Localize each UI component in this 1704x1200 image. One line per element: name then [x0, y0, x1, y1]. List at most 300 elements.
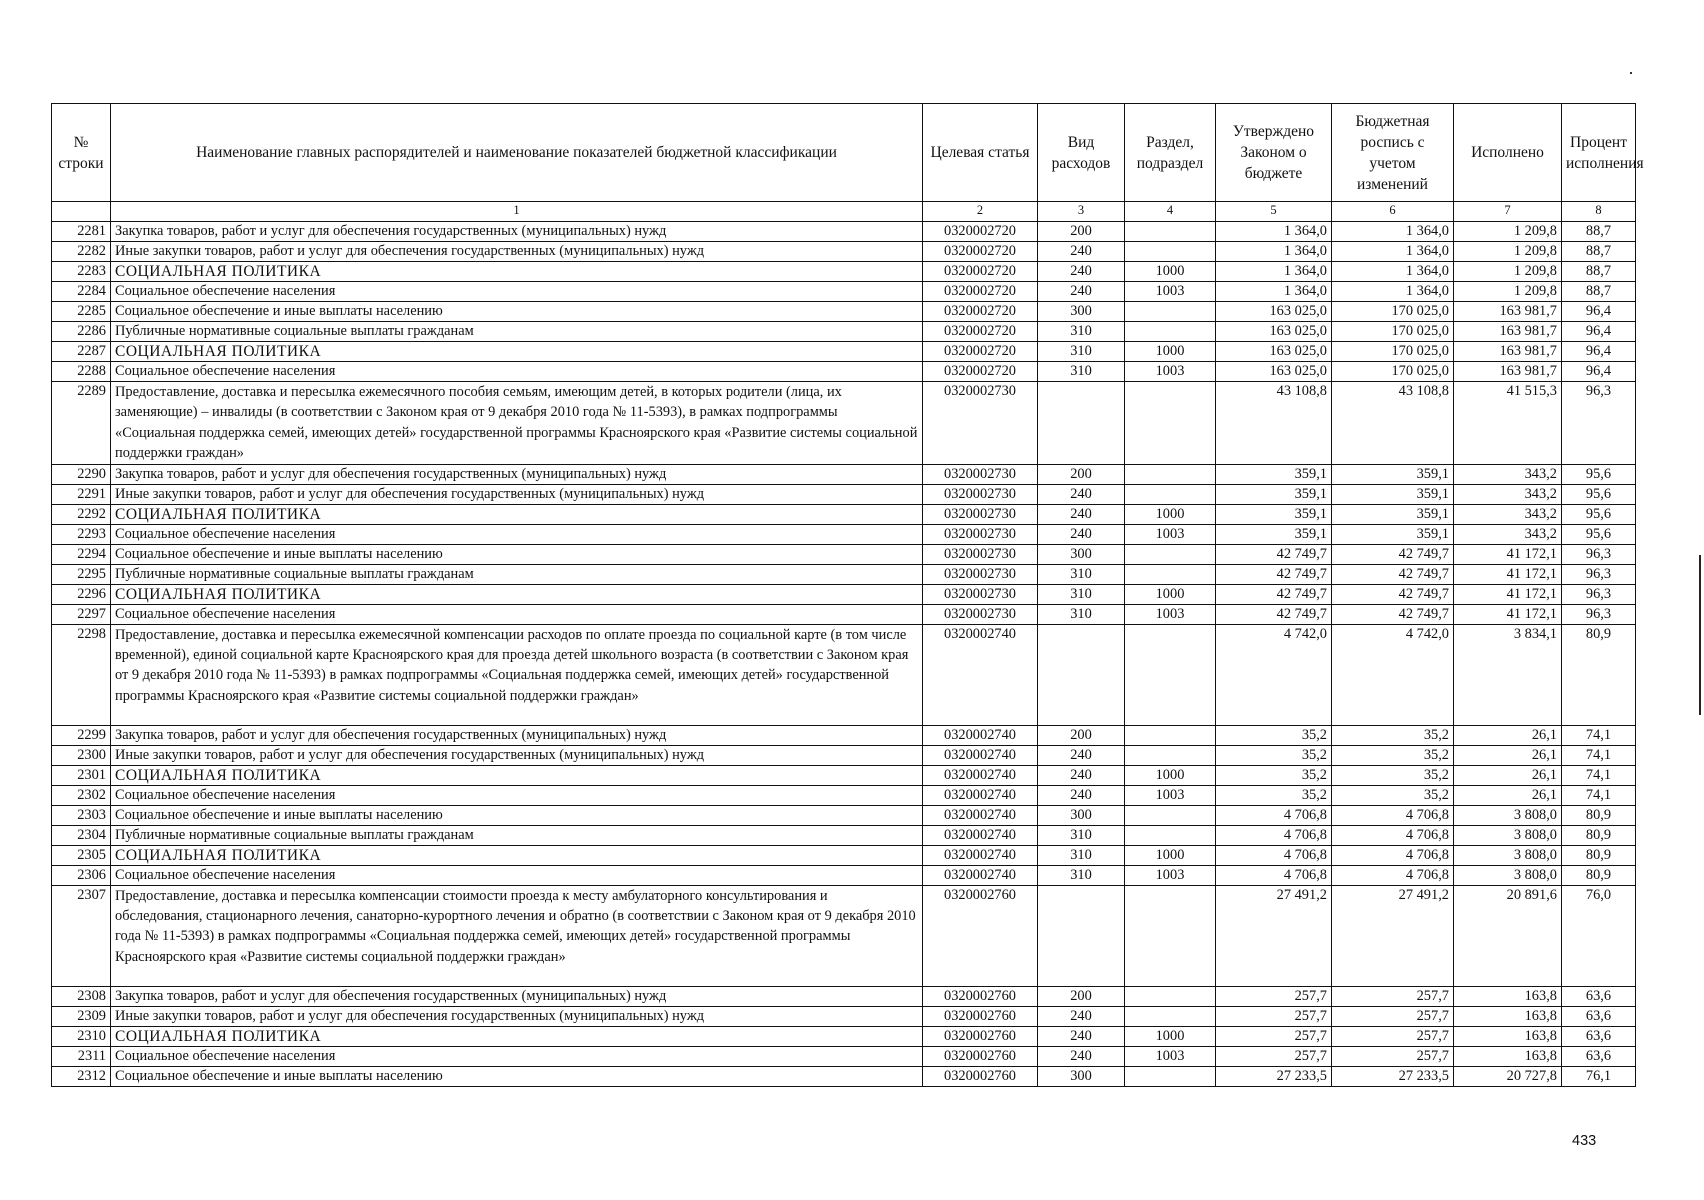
table-row: [52, 504, 1636, 524]
cell-name: Предоставление, доставка и пересылка ежемесячной компенсации расходов по оплате проезда по социальной карте (в том числе временной), единой социальной карте Красноярского края для проезда детей школьного возраста (в соответствии с Законом края от 9 декабря 2010 года № 11-5393) в рамках подпрограммы «Социальная поддержка семей, имеющих детей» государственной программы Красноярского края «Развитие системы социальной поддержки граждан»: [111, 624, 923, 725]
cell-executed: 3 808,0: [1454, 805, 1562, 825]
cell-row-number: 2281: [52, 222, 111, 242]
table-row: [52, 745, 1636, 765]
cell-executed: 3 808,0: [1454, 825, 1562, 845]
cell-percent: 88,7: [1562, 222, 1636, 242]
cell-expense-type: 240: [1038, 1006, 1125, 1026]
cell-name: Закупка товаров, работ и услуг для обеспечения государственных (муниципальных) нужд: [111, 222, 923, 242]
cell-approved: 4 706,8: [1216, 865, 1332, 885]
cell-approved: 27 491,2: [1216, 885, 1332, 986]
cell-executed: 26,1: [1454, 765, 1562, 785]
cell-executed: 3 834,1: [1454, 624, 1562, 725]
cell-row-number: 2296: [52, 584, 111, 604]
cell-percent: 96,3: [1562, 564, 1636, 584]
cell-expense-type: 310: [1038, 362, 1125, 382]
scan-speck: [1630, 72, 1632, 74]
cell-executed: 163,8: [1454, 1026, 1562, 1046]
cell-row-number: 2307: [52, 885, 111, 986]
cell-percent: 63,6: [1562, 1046, 1636, 1066]
cell-section: [1125, 745, 1216, 765]
cell-name: Закупка товаров, работ и услуг для обеспечения государственных (муниципальных) нужд: [111, 725, 923, 745]
cell-executed: 163,8: [1454, 986, 1562, 1006]
cell-section: [1125, 805, 1216, 825]
cell-approved: 1 364,0: [1216, 282, 1332, 302]
cell-executed: 1 209,8: [1454, 222, 1562, 242]
cell-expense-type: 240: [1038, 1046, 1125, 1066]
cell-name: Социальное обеспечение и иные выплаты населению: [111, 805, 923, 825]
cell-target-article: 0320002730: [923, 584, 1038, 604]
cell-executed: 3 808,0: [1454, 865, 1562, 885]
cell-budget-schedule: 1 364,0: [1332, 242, 1454, 262]
cell-row-number: 2290: [52, 464, 111, 484]
cell-percent: 80,9: [1562, 845, 1636, 865]
cell-row-number: 2285: [52, 302, 111, 322]
cell-section: 1003: [1125, 282, 1216, 302]
cell-executed: 26,1: [1454, 785, 1562, 805]
cell-executed: 343,2: [1454, 504, 1562, 524]
cell-percent: 80,9: [1562, 624, 1636, 725]
cell-approved: 43 108,8: [1216, 382, 1332, 465]
table-row: [52, 484, 1636, 504]
cell-row-number: 2291: [52, 484, 111, 504]
table-row: [52, 986, 1636, 1006]
cell-expense-type: 240: [1038, 282, 1125, 302]
cell-section: [1125, 242, 1216, 262]
cell-row-number: 2289: [52, 382, 111, 465]
cell-budget-schedule: 27 233,5: [1332, 1066, 1454, 1086]
table-row: [52, 805, 1636, 825]
table-row: [52, 382, 1636, 465]
table-row: [52, 1026, 1636, 1046]
cell-percent: 96,4: [1562, 302, 1636, 322]
cell-approved: 359,1: [1216, 504, 1332, 524]
table-row: [52, 362, 1636, 382]
cell-approved: 1 364,0: [1216, 222, 1332, 242]
cell-budget-schedule: 257,7: [1332, 1046, 1454, 1066]
column-number: 3: [1038, 202, 1125, 222]
cell-budget-schedule: 35,2: [1332, 785, 1454, 805]
cell-target-article: 0320002720: [923, 342, 1038, 362]
cell-expense-type: 310: [1038, 604, 1125, 624]
cell-budget-schedule: 4 706,8: [1332, 845, 1454, 865]
cell-name: СОЦИАЛЬНАЯ ПОЛИТИКА: [111, 262, 923, 282]
cell-name: Закупка товаров, работ и услуг для обеспечения государственных (муниципальных) нужд: [111, 464, 923, 484]
cell-target-article: 0320002730: [923, 564, 1038, 584]
cell-approved: 42 749,7: [1216, 544, 1332, 564]
cell-approved: 163 025,0: [1216, 302, 1332, 322]
cell-row-number: 2283: [52, 262, 111, 282]
header-percent: Процент исполнения: [1562, 104, 1636, 202]
table-row: [52, 222, 1636, 242]
cell-target-article: 0320002730: [923, 604, 1038, 624]
cell-executed: 163 981,7: [1454, 302, 1562, 322]
cell-row-number: 2287: [52, 342, 111, 362]
cell-section: 1000: [1125, 1026, 1216, 1046]
cell-expense-type: 310: [1038, 564, 1125, 584]
cell-section: [1125, 825, 1216, 845]
cell-name: Социальное обеспечение населения: [111, 282, 923, 302]
cell-executed: 20 891,6: [1454, 885, 1562, 986]
header-executed: Исполнено: [1454, 104, 1562, 202]
cell-row-number: 2310: [52, 1026, 111, 1046]
cell-row-number: 2282: [52, 242, 111, 262]
scan-edge-mark: [1699, 555, 1701, 715]
cell-row-number: 2311: [52, 1046, 111, 1066]
cell-name: Публичные нормативные социальные выплаты гражданам: [111, 825, 923, 845]
cell-target-article: 0320002720: [923, 242, 1038, 262]
cell-target-article: 0320002720: [923, 302, 1038, 322]
cell-name: СОЦИАЛЬНАЯ ПОЛИТИКА: [111, 845, 923, 865]
cell-executed: 41 172,1: [1454, 544, 1562, 564]
cell-section: 1003: [1125, 604, 1216, 624]
cell-target-article: 0320002760: [923, 986, 1038, 1006]
cell-name: Публичные нормативные социальные выплаты гражданам: [111, 322, 923, 342]
column-number: 6: [1332, 202, 1454, 222]
cell-target-article: 0320002740: [923, 865, 1038, 885]
cell-executed: 20 727,8: [1454, 1066, 1562, 1086]
cell-percent: 74,1: [1562, 765, 1636, 785]
cell-percent: 76,1: [1562, 1066, 1636, 1086]
cell-name: Иные закупки товаров, работ и услуг для обеспечения государственных (муниципальных) нужд: [111, 745, 923, 765]
cell-name: СОЦИАЛЬНАЯ ПОЛИТИКА: [111, 504, 923, 524]
cell-budget-schedule: 359,1: [1332, 464, 1454, 484]
cell-name: Социальное обеспечение населения: [111, 1046, 923, 1066]
cell-name: Предоставление, доставка и пересылка компенсации стоимости проезда к месту амбулаторного консультирования и обследования, стационарного лечения, санаторно-курортного лечения и обратно (в соответствии с Законом края от 9 декабря 2010 года № 11-5393) в рамках подпрограммы «Социальная поддержка семей, имеющих детей» государственной программы Красноярского края «Развитие системы социальной поддержки граждан»: [111, 885, 923, 986]
cell-row-number: 2286: [52, 322, 111, 342]
cell-approved: 257,7: [1216, 1026, 1332, 1046]
column-number: 7: [1454, 202, 1562, 222]
cell-section: [1125, 1066, 1216, 1086]
cell-expense-type: 240: [1038, 745, 1125, 765]
cell-row-number: 2288: [52, 362, 111, 382]
cell-section: 1003: [1125, 785, 1216, 805]
cell-target-article: 0320002720: [923, 282, 1038, 302]
cell-executed: 343,2: [1454, 484, 1562, 504]
cell-expense-type: 300: [1038, 1066, 1125, 1086]
cell-expense-type: 300: [1038, 302, 1125, 322]
cell-expense-type: 240: [1038, 1026, 1125, 1046]
header-budget-schedule: Бюджетная роспись с учетом изменений: [1332, 104, 1454, 202]
cell-executed: 343,2: [1454, 524, 1562, 544]
cell-target-article: 0320002740: [923, 805, 1038, 825]
cell-approved: 1 364,0: [1216, 262, 1332, 282]
cell-approved: 1 364,0: [1216, 242, 1332, 262]
cell-target-article: 0320002730: [923, 484, 1038, 504]
cell-percent: 96,4: [1562, 322, 1636, 342]
cell-percent: 74,1: [1562, 745, 1636, 765]
cell-budget-schedule: 257,7: [1332, 986, 1454, 1006]
cell-percent: 88,7: [1562, 242, 1636, 262]
cell-section: 1000: [1125, 584, 1216, 604]
cell-name: Социальное обеспечение населения: [111, 362, 923, 382]
cell-approved: 27 233,5: [1216, 1066, 1332, 1086]
cell-executed: 41 515,3: [1454, 382, 1562, 465]
column-number: 8: [1562, 202, 1636, 222]
cell-target-article: 0320002740: [923, 624, 1038, 725]
cell-expense-type: 240: [1038, 524, 1125, 544]
cell-target-article: 0320002760: [923, 1006, 1038, 1026]
table-row: [52, 464, 1636, 484]
cell-section: [1125, 725, 1216, 745]
cell-percent: 96,4: [1562, 342, 1636, 362]
cell-executed: 163 981,7: [1454, 362, 1562, 382]
cell-section: 1000: [1125, 262, 1216, 282]
cell-budget-schedule: 359,1: [1332, 504, 1454, 524]
column-number: 5: [1216, 202, 1332, 222]
cell-section: 1000: [1125, 765, 1216, 785]
cell-section: [1125, 222, 1216, 242]
cell-section: [1125, 464, 1216, 484]
table-row: [52, 584, 1636, 604]
cell-row-number: 2284: [52, 282, 111, 302]
cell-approved: 4 742,0: [1216, 624, 1332, 725]
cell-expense-type: 200: [1038, 725, 1125, 745]
cell-target-article: 0320002760: [923, 1026, 1038, 1046]
cell-name: Социальное обеспечение населения: [111, 865, 923, 885]
cell-section: [1125, 885, 1216, 986]
cell-executed: 41 172,1: [1454, 584, 1562, 604]
cell-section: [1125, 484, 1216, 504]
cell-name: Социальное обеспечение населения: [111, 785, 923, 805]
cell-row-number: 2306: [52, 865, 111, 885]
cell-approved: 35,2: [1216, 765, 1332, 785]
cell-name: СОЦИАЛЬНАЯ ПОЛИТИКА: [111, 342, 923, 362]
cell-row-number: 2294: [52, 544, 111, 564]
column-number: 2: [923, 202, 1038, 222]
cell-target-article: 0320002740: [923, 725, 1038, 745]
cell-approved: 257,7: [1216, 1006, 1332, 1026]
cell-percent: 95,6: [1562, 504, 1636, 524]
cell-row-number: 2300: [52, 745, 111, 765]
table-row: [52, 725, 1636, 745]
table-row: [52, 524, 1636, 544]
cell-section: 1000: [1125, 845, 1216, 865]
cell-section: 1003: [1125, 362, 1216, 382]
cell-target-article: 0320002760: [923, 1046, 1038, 1066]
cell-section: 1003: [1125, 865, 1216, 885]
cell-row-number: 2312: [52, 1066, 111, 1086]
cell-expense-type: 240: [1038, 242, 1125, 262]
cell-name: Предоставление, доставка и пересылка ежемесячного пособия семьям, имеющим детей, в которых родители (лица, их заменяющие) – инвалиды (в соответствии с Законом края от 9 декабря 2010 года № 11-5393), в рамках подпрограммы «Социальная поддержка семей, имеющих детей» государственной программы Красноярского края «Развитие системы социальной поддержки граждан»: [111, 382, 923, 465]
cell-row-number: 2292: [52, 504, 111, 524]
cell-target-article: 0320002740: [923, 825, 1038, 845]
cell-target-article: 0320002760: [923, 885, 1038, 986]
page-number: 433: [1572, 1133, 1597, 1149]
cell-percent: 74,1: [1562, 785, 1636, 805]
cell-expense-type: 310: [1038, 845, 1125, 865]
cell-approved: 163 025,0: [1216, 362, 1332, 382]
cell-expense-type: 200: [1038, 222, 1125, 242]
cell-approved: 257,7: [1216, 1046, 1332, 1066]
column-number: 4: [1125, 202, 1216, 222]
cell-row-number: 2309: [52, 1006, 111, 1026]
header-row-number: № строки: [52, 104, 111, 202]
cell-row-number: 2303: [52, 805, 111, 825]
cell-expense-type: 200: [1038, 986, 1125, 1006]
table-row: [52, 765, 1636, 785]
cell-row-number: 2297: [52, 604, 111, 624]
cell-percent: 96,3: [1562, 584, 1636, 604]
cell-percent: 63,6: [1562, 986, 1636, 1006]
table-row: [52, 865, 1636, 885]
cell-section: [1125, 544, 1216, 564]
cell-name: СОЦИАЛЬНАЯ ПОЛИТИКА: [111, 1026, 923, 1046]
cell-budget-schedule: 35,2: [1332, 745, 1454, 765]
cell-budget-schedule: 1 364,0: [1332, 282, 1454, 302]
table-row: [52, 302, 1636, 322]
cell-expense-type: 240: [1038, 262, 1125, 282]
cell-percent: 96,3: [1562, 382, 1636, 465]
table-row: [52, 785, 1636, 805]
cell-approved: 35,2: [1216, 785, 1332, 805]
cell-name: Социальное обеспечение и иные выплаты населению: [111, 544, 923, 564]
cell-budget-schedule: 257,7: [1332, 1006, 1454, 1026]
cell-executed: 26,1: [1454, 745, 1562, 765]
table-row: [52, 342, 1636, 362]
cell-executed: 26,1: [1454, 725, 1562, 745]
cell-target-article: 0320002740: [923, 745, 1038, 765]
cell-budget-schedule: 4 706,8: [1332, 865, 1454, 885]
cell-section: 1003: [1125, 1046, 1216, 1066]
cell-approved: 359,1: [1216, 484, 1332, 504]
cell-name: Иные закупки товаров, работ и услуг для обеспечения государственных (муниципальных) нужд: [111, 1006, 923, 1026]
table-row: [52, 1006, 1636, 1026]
cell-target-article: 0320002720: [923, 222, 1038, 242]
cell-percent: 74,1: [1562, 725, 1636, 745]
cell-target-article: 0320002730: [923, 524, 1038, 544]
cell-budget-schedule: 359,1: [1332, 484, 1454, 504]
cell-name: Социальное обеспечение и иные выплаты населению: [111, 1066, 923, 1086]
cell-expense-type: 240: [1038, 765, 1125, 785]
cell-percent: 80,9: [1562, 825, 1636, 845]
cell-section: [1125, 382, 1216, 465]
cell-executed: 163,8: [1454, 1046, 1562, 1066]
table-row: [52, 825, 1636, 845]
budget-table: [51, 103, 1644, 1087]
cell-approved: 163 025,0: [1216, 322, 1332, 342]
table-row: [52, 262, 1636, 282]
cell-expense-type: 310: [1038, 342, 1125, 362]
cell-approved: 359,1: [1216, 464, 1332, 484]
cell-budget-schedule: 257,7: [1332, 1026, 1454, 1046]
cell-name: СОЦИАЛЬНАЯ ПОЛИТИКА: [111, 584, 923, 604]
cell-row-number: 2295: [52, 564, 111, 584]
header-approved: Утверждено Законом о бюджете: [1216, 104, 1332, 202]
cell-name: Иные закупки товаров, работ и услуг для обеспечения государственных (муниципальных) нужд: [111, 242, 923, 262]
cell-target-article: 0320002730: [923, 544, 1038, 564]
cell-section: [1125, 564, 1216, 584]
header-row: [52, 104, 1636, 202]
cell-approved: 4 706,8: [1216, 845, 1332, 865]
cell-executed: 1 209,8: [1454, 282, 1562, 302]
cell-row-number: 2305: [52, 845, 111, 865]
cell-budget-schedule: 170 025,0: [1332, 322, 1454, 342]
table-row: [52, 242, 1636, 262]
cell-executed: 163,8: [1454, 1006, 1562, 1026]
cell-section: [1125, 322, 1216, 342]
cell-expense-type: 200: [1038, 464, 1125, 484]
cell-budget-schedule: 35,2: [1332, 765, 1454, 785]
cell-budget-schedule: 4 706,8: [1332, 825, 1454, 845]
cell-target-article: 0320002740: [923, 765, 1038, 785]
cell-executed: 343,2: [1454, 464, 1562, 484]
cell-row-number: 2299: [52, 725, 111, 745]
cell-percent: 80,9: [1562, 865, 1636, 885]
table-row: [52, 282, 1636, 302]
column-number-blank: [52, 202, 111, 222]
cell-budget-schedule: 27 491,2: [1332, 885, 1454, 986]
cell-budget-schedule: 42 749,7: [1332, 604, 1454, 624]
cell-expense-type: 310: [1038, 322, 1125, 342]
cell-executed: 41 172,1: [1454, 564, 1562, 584]
cell-expense-type: 240: [1038, 785, 1125, 805]
cell-approved: 4 706,8: [1216, 825, 1332, 845]
cell-approved: 257,7: [1216, 986, 1332, 1006]
cell-percent: 96,3: [1562, 544, 1636, 564]
cell-expense-type: 310: [1038, 825, 1125, 845]
cell-expense-type: 300: [1038, 805, 1125, 825]
cell-budget-schedule: 35,2: [1332, 725, 1454, 745]
cell-approved: 35,2: [1216, 725, 1332, 745]
cell-expense-type: [1038, 885, 1125, 986]
table-row: [52, 1046, 1636, 1066]
cell-row-number: 2301: [52, 765, 111, 785]
cell-target-article: 0320002720: [923, 322, 1038, 342]
cell-expense-type: 300: [1038, 544, 1125, 564]
cell-budget-schedule: 359,1: [1332, 524, 1454, 544]
cell-target-article: 0320002740: [923, 845, 1038, 865]
cell-budget-schedule: 170 025,0: [1332, 362, 1454, 382]
cell-executed: 3 808,0: [1454, 845, 1562, 865]
cell-approved: 163 025,0: [1216, 342, 1332, 362]
cell-budget-schedule: 43 108,8: [1332, 382, 1454, 465]
cell-budget-schedule: 42 749,7: [1332, 544, 1454, 564]
cell-percent: 96,3: [1562, 604, 1636, 624]
cell-name: Закупка товаров, работ и услуг для обеспечения государственных (муниципальных) нужд: [111, 986, 923, 1006]
table-row: [52, 885, 1636, 986]
cell-percent: 96,4: [1562, 362, 1636, 382]
cell-executed: 1 209,8: [1454, 242, 1562, 262]
cell-percent: 95,6: [1562, 464, 1636, 484]
header-name: Наименование главных распорядителей и наименование показателей бюджетной классификации: [111, 104, 923, 202]
table-row: [52, 604, 1636, 624]
cell-executed: 163 981,7: [1454, 322, 1562, 342]
cell-section: 1000: [1125, 504, 1216, 524]
cell-percent: 88,7: [1562, 262, 1636, 282]
header-expense-type: Вид расходов: [1038, 104, 1125, 202]
cell-name: Социальное обеспечение населения: [111, 604, 923, 624]
cell-row-number: 2298: [52, 624, 111, 725]
cell-section: [1125, 624, 1216, 725]
cell-row-number: 2304: [52, 825, 111, 845]
cell-percent: 88,7: [1562, 282, 1636, 302]
cell-percent: 76,0: [1562, 885, 1636, 986]
cell-section: [1125, 302, 1216, 322]
cell-target-article: 0320002760: [923, 1066, 1038, 1086]
cell-budget-schedule: 42 749,7: [1332, 564, 1454, 584]
cell-approved: 35,2: [1216, 745, 1332, 765]
header-section: Раздел, подраздел: [1125, 104, 1216, 202]
cell-target-article: 0320002720: [923, 362, 1038, 382]
cell-executed: 163 981,7: [1454, 342, 1562, 362]
cell-expense-type: [1038, 624, 1125, 725]
table-row: [52, 564, 1636, 584]
cell-budget-schedule: 170 025,0: [1332, 342, 1454, 362]
cell-expense-type: [1038, 382, 1125, 465]
cell-executed: 41 172,1: [1454, 604, 1562, 624]
cell-name: Иные закупки товаров, работ и услуг для обеспечения государственных (муниципальных) нужд: [111, 484, 923, 504]
cell-percent: 95,6: [1562, 484, 1636, 504]
